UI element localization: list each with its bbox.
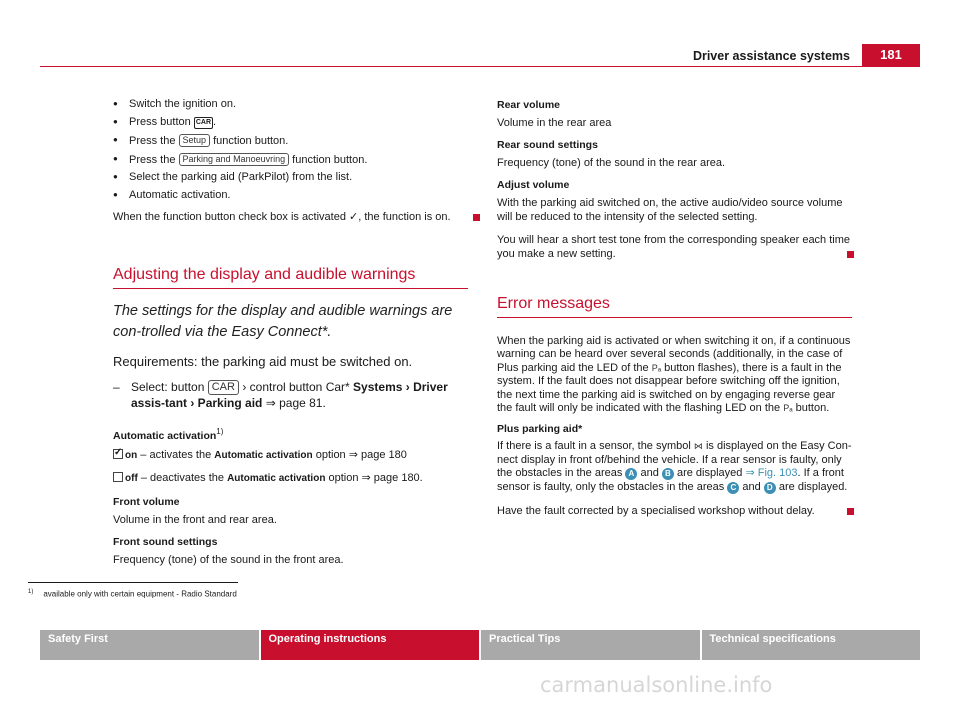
area-a-badge: A [625,468,637,480]
setup-button-label: Setup [179,134,211,147]
list-item: ● Press the Parking and Manoeuvring function button. [113,153,468,166]
tab-practical-tips[interactable]: Practical Tips [481,630,702,660]
list-item: ● Select the parking aid (ParkPilot) from the list. [113,171,468,183]
section-heading: Adjusting the display and audible warnings [113,266,468,289]
error-paragraph: When the parking aid is activated or when switching it on, if a continuous warning can be heard over several seconds (additionally, in the case of Plus parking aid the LED of the P⁠ₐ button flashes), there is a fault in the system. If the fault does not disappear before switching off the ignition, the next time the parking aid is switched on by engaging reverse gear the fault will only be indicated with the flashing LED on the P⁠ₐ button. [497,335,851,415]
checkbox-checked-icon [113,449,123,459]
sensor-fault-icon: ⋈ [693,441,703,452]
auto-activation-heading: Automatic activation$^{1)}$ [113,426,224,442]
car-button-icon: CAR [194,117,213,129]
footer-nav [40,630,920,660]
watermark: carmanualsonline.info [540,673,773,697]
list-item: ● Switch the ignition on. [113,98,468,110]
checkbox-empty-icon [113,472,123,482]
area-d-badge: D [764,482,776,494]
footnote: $^{1)}$ available only with certain equipment - Radio Standard [28,589,237,599]
left-column [113,98,468,567]
checkbox-note: When the function button check box is activated ✓, the function is on. [113,210,468,224]
workshop-text: Have the fault corrected by a specialised workshop without delay. [497,504,852,518]
front-volume-text: Volume in the front and rear area. [113,513,277,526]
right-column [497,98,852,518]
list-item: ● Automatic activation. [113,189,468,201]
front-sound-text: Frequency (tone) of the sound in the front area. [113,553,344,566]
list-item: ● Press the Setup function button. [113,134,468,147]
tab-technical-specifications[interactable]: Technical specifications [702,630,921,660]
requirements: Requirements: the parking aid must be switched on. [113,353,413,369]
adjust-volume-text: With the parking aid switched on, the active audio/video source volume will be reduced to the intensity of the selected setting. [497,197,843,223]
tab-operating-instructions[interactable]: Operating instructions [261,630,482,660]
page-number: 181 [862,44,920,66]
section-end-mark [473,214,480,221]
rear-sound-heading: Rear sound settings [497,139,598,151]
section-heading: Error messages [497,295,852,318]
rear-volume-heading: Rear volume [497,99,561,111]
adjust-volume-heading: Adjust volume [497,179,570,191]
rear-sound-text: Frequency (tone) of the sound in the rear area. [497,157,726,169]
section-end-mark [847,251,854,258]
figure-link[interactable]: ⇒ Fig. 103 [745,467,798,480]
list-item: ● Press button CAR . [113,116,468,129]
footnote-rule [28,582,238,583]
area-c-badge: C [727,482,739,494]
front-sound-heading: Front sound settings [113,535,218,548]
car-button-label: CAR [208,380,239,395]
rear-volume-text: Volume in the rear area [497,117,612,129]
section-title: Driver assistance systems [692,49,850,63]
tab-safety-first[interactable]: Safety First [40,630,261,660]
area-b-badge: B [662,468,674,480]
parking-button-icon: P⁠ₐ [783,403,793,414]
option-off: off – deactivates the Automatic activation option ⇒ page 180. [113,471,468,486]
section-end-mark [847,508,854,515]
navigation-step: – Select: button CAR › control button Car* Systems › Driver assis-tant › Parking aid ⇒ page 81. [113,379,468,411]
parking-button-icon: P⁠ₐ [651,362,662,373]
section-intro: The settings for the display and audible warnings are con-trolled via the Easy Connect*. [113,302,453,340]
header-rule [40,66,920,67]
plus-parking-heading: Plus parking aid* [497,423,583,436]
setup-steps-list [113,98,468,201]
front-volume-heading: Front volume [113,495,180,508]
test-tone-text: You will hear a short test tone from the corresponding speaker each time you make a new setting. [497,233,852,261]
parking-button-label: Parking and Manoeuvring [179,153,290,166]
option-on: ✓on – activates the Automatic activation option ⇒ page 180 [113,448,468,463]
plus-parking-text: If there is a fault in a sensor, the symbol ⋈ is displayed on the Easy Con-nect display in front of/behind the vehicle. If a rear sensor is faulty, only the obstacles in the areas A and B are displayed ⇒ Fig. 103. If a front sensor is faulty, only the obstacles in the areas C and D are displayed. [497,440,852,493]
